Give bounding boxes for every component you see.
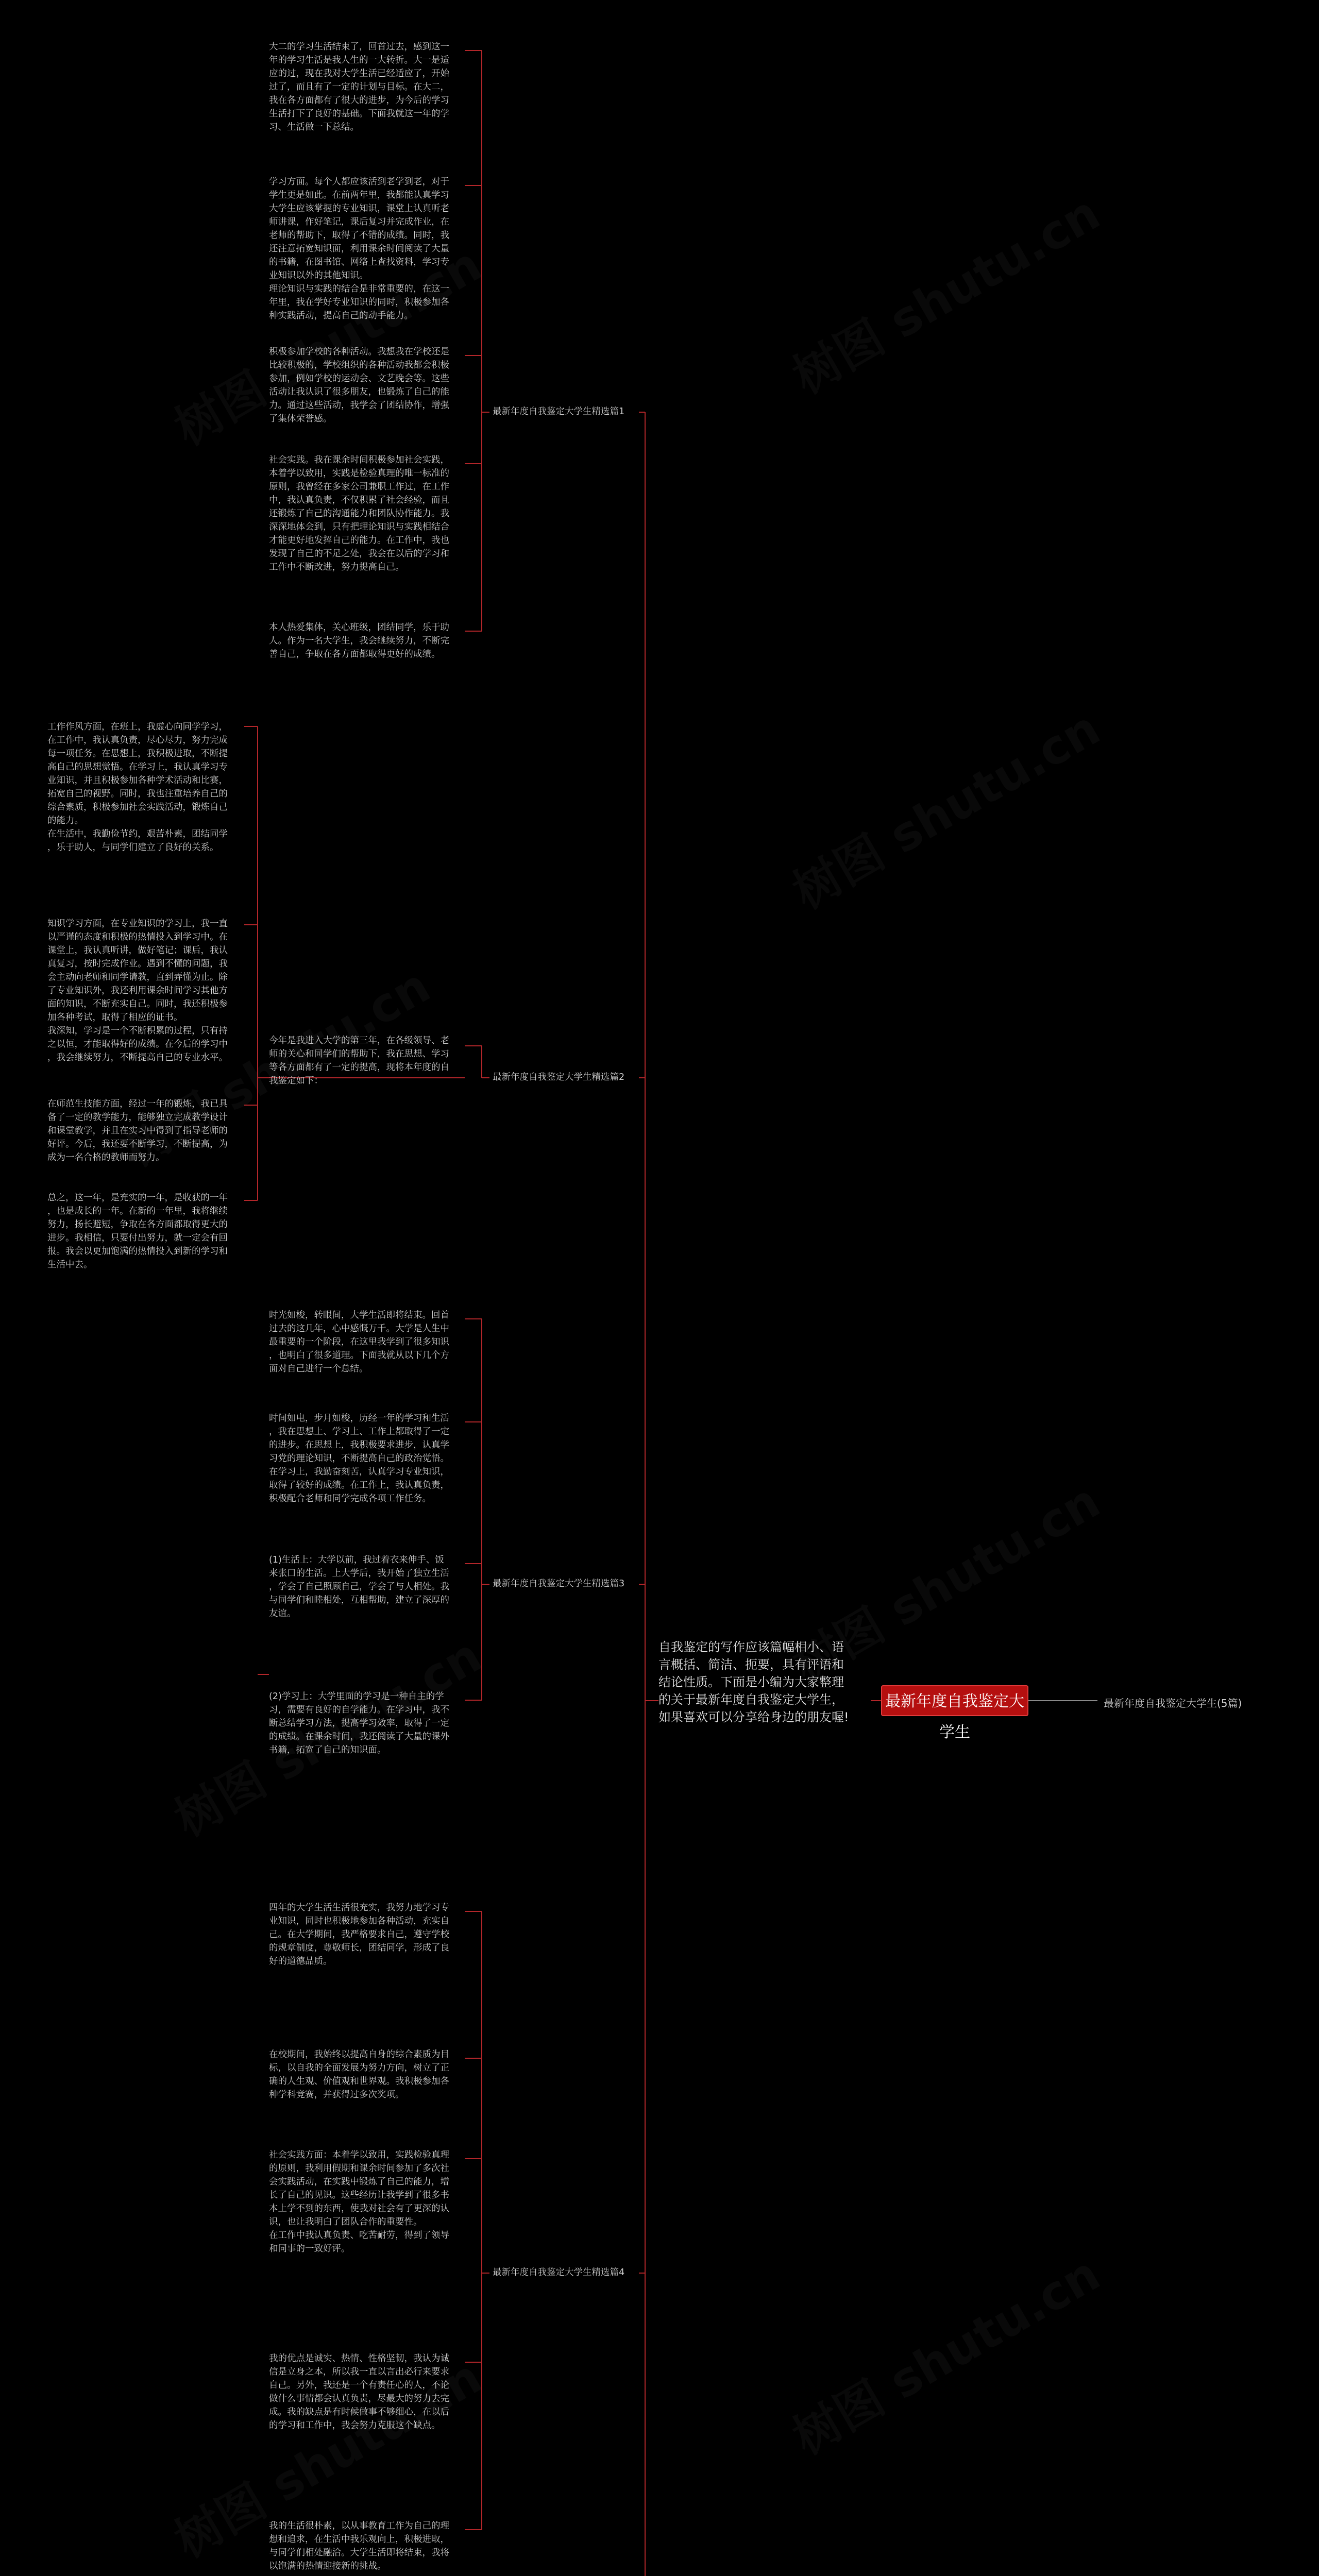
leaf-text: 本人热爱集体，关心班级，团结同学，乐于助 人。作为一名大学生，我会继续努力，不断完 善自己，争取在各方面都取得更好的成绩。 <box>269 622 449 659</box>
root-node[interactable]: 最新年度自我鉴定大学生 <box>881 1685 1028 1716</box>
leaf-text: 社会实践。我在课余时间积极参加社会实践， 本着学以致用，实践是检验真理的唯一标准的 原则，我曾经在多家公司兼职工作过，在工作 中，我认真负责，不仅积累了社会经验，而且 还锻炼了自己的沟通能力和团队协作能力。我 深深地体会到，只有把理论知识与实践相结合 才能更好地发挥自己的能力。在工作中，我也 发现了自己的不足之处，我会在以后的学习和 工作中不断改进，努力提高自己。 <box>269 455 449 572</box>
leaf-text: 大二的学习生活结束了，回首过去，感到这一 年的学习生活是我人生的一大转折。大一是适 应的过，现在我对大学生活已经适应了，开始 过了，而且有了一定的计划与目标。在大二， 我在各方面都有了很大的进步，为今后的学习 生活打下了良好的基础。下面我就这一年的学 习、生活做一下总结。 <box>269 42 449 132</box>
leaf-text: 在师范生技能方面，经过一年的锻炼，我已具 备了一定的教学能力，能够独立完成教学设计 和课堂教学，并且在实习中得到了指导老师的 好评。今后，我还要不断学习，不断提高，为 成为一名合格的教师而努力。 <box>47 1099 228 1163</box>
leaf-text: 社会实践方面：本着学以致用，实践检验真理 的原则，我利用假期和课余时间参加了多次社 会实践活动，在实践中锻炼了自己的能力，增 长了自己的见识。这些经历让我学到了很多书 本上学不到的东西，使我对社会有了更深的认 识，也让我明白了团队合作的重要性。 在工作中我认真负责、吃苦耐劳，得到了领导 和同事的一致好评。 <box>269 2150 449 2254</box>
branch-label-4[interactable]: 最新年度自我鉴定大学生精选篇4 <box>493 2267 625 2278</box>
leaf-text: 工作作风方面，在班上，我虚心向同学学习， 在工作中，我认真负责，尽心尽力，努力完成 每一项任务。在思想上，我积极进取，不断提 高自己的思想觉悟。在学习上，我认真学习专 业知识，并且积极参加各种学术活动和比赛， 拓宽自己的视野。同时，我也注重培养自己的 综合素质，积极参加社会实践活动，锻炼自己 的能力。 在生活中，我勤俭节约，艰苦朴素，团结同学 ，乐于助人，与同学们建立了良好的关系。 <box>47 722 228 853</box>
leaf-text: 总之，这一年，是充实的一年，是收获的一年 ，也是成长的一年。在新的一年里，我将继续 努力，扬长避短，争取在各方面都取得更大的 进步。我相信，只要付出努力，就一定会有回 报。我会以更加饱满的热情投入到新的学习和 生活中去。 <box>47 1193 228 1270</box>
leaf-text: 学习方面。每个人都应该活到老学到老，对于 学生更是如此。在前两年里，我都能认真学习 大学生应该掌握的专业知识，课堂上认真听老 师讲课，作好笔记，课后复习并完成作业，在 老师的帮助下，取得了不错的成绩。同时，我 还注意拓宽知识面，利用课余时间阅读了大量 的书籍，在图书馆、网络上查找资料，学习专 业知识以外的其他知识。 理论知识与实践的结合是非常重要的，在这一 年里，我在学好专业知识的同时，积极参加各 种实践活动，提高自己的动手能力。 <box>269 177 449 321</box>
leaf-text: 时光如梭，转眼间，大学生活即将结束。回首 过去的这几年，心中感慨万千。大学是人生中 最重要的一个阶段，在这里我学到了很多知识 ，也明白了很多道理。下面我就从以下几个方 面对自己进行一个总结。 <box>269 1310 449 1374</box>
intro-text: 自我鉴定的写作应该篇幅相小、语 言概括、简洁、扼要，具有评语和 结论性质。下面是小编为大家整理 的关于最新年度自我鉴定大学生， 如果喜欢可以分享给身边的朋友喔! <box>658 1640 849 1724</box>
leaf-text: 我的优点是诚实、热情、性格坚韧，我认为诚 信是立身之本，所以我一直以言出必行来要求 自己。另外，我还是一个有责任心的人，不论 做什么事情都会认真负责，尽最大的努力去完 成。我的缺点是有时候做事不够细心，在以后 的学习和工作中，我会努力克服这个缺点。 <box>269 2353 449 2431</box>
leaf-text: 四年的大学生活生活很充实，我努力地学习专 业知识，同时也积极地参加各种活动，充实自 己。在大学期间，我严格要求自己，遵守学校 的规章制度，尊敬师长，团结同学，形成了良 好的道德品质。 <box>269 1903 449 1967</box>
leaf-text: (2)学习上：大学里面的学习是一种自主的学 习，需要有良好的自学能力。在学习中，我不 断总结学习方法，提高学习效率，取得了一定 的成绩。在课余时间，我还阅读了大量的课外 书籍，拓宽了自己的知识面。 <box>269 1691 449 1755</box>
root-note: 最新年度自我鉴定大学生(5篇) <box>1104 1697 1242 1709</box>
branch-label-2[interactable]: 最新年度自我鉴定大学生精选篇2 <box>493 1072 625 1082</box>
leaf-text: 今年是我进入大学的第三年，在各级领导、老 师的关心和同学们的帮助下，我在思想、学习 等各方面都有了一定的提高，现将本年度的自 我鉴定如下： <box>269 1036 449 1086</box>
leaf-text: 我的生活很朴素，以从事教育工作为自己的理 想和追求，在生活中我乐观向上，积极进取， 与同学们相处融洽。大学生活即将结束，我将 以饱满的热情迎接新的挑战。 <box>269 2521 449 2571</box>
leaf-text: 时间如电，步月如梭，历经一年的学习和生活 ，我在思想上、学习上、工作上都取得了一定 的进步。在思想上，我积极要求进步，认真学 习党的理论知识，不断提高自己的政治觉悟。 在学习上，我勤奋刻苦，认真学习专业知识， 取得了较好的成绩。在工作上，我认真负责， 积极配合老师和同学完成各项工作任务。 <box>269 1413 449 1504</box>
leaf-text: (1)生活上：大学以前，我过着衣来伸手、饭 来张口的生活。上大学后，我开始了独立生活 ，学会了自己照顾自己，学会了与人相处。我 与同学们和睦相处，互相帮助，建立了深厚的 友谊。 <box>269 1555 449 1619</box>
branch-label-1[interactable]: 最新年度自我鉴定大学生精选篇1 <box>493 406 625 417</box>
branch-label-3[interactable]: 最新年度自我鉴定大学生精选篇3 <box>493 1579 625 1589</box>
leaf-text: 知识学习方面，在专业知识的学习上，我一直 以严谨的态度和积极的热情投入到学习中。在 课堂上，我认真听讲，做好笔记；课后，我认 真复习，按时完成作业。遇到不懂的问题，我 会主动向老师和同学请教，直到弄懂为止。除 了专业知识外，我还利用课余时间学习其他方 面的知识，不断充实自己。同时，我还积极参 加各种考试，取得了相应的证书。 我深知，学习是一个不断积累的过程，只有持 之以恒，才能取得好的成绩。在今后的学习中 ，我会继续努力，不断提高自己的专业水平。 <box>47 919 228 1063</box>
leaf-text: 积极参加学校的各种活动。我想我在学校还是 比较积极的，学校组织的各种活动我都会积极 参加，例如学校的运动会、文艺晚会等。这些 活动让我认识了很多朋友，也锻炼了自己的能 力。通过这些活动，我学会了团结协作，增强 了集体荣誉感。 <box>269 347 449 424</box>
leaf-text: 在校期间，我始终以提高自身的综合素质为目 标，以自我的全面发展为努力方向，树立了正 确的人生观、价值观和世界观。我积极参加各 种学科竞赛，并获得过多次奖项。 <box>269 2049 449 2100</box>
